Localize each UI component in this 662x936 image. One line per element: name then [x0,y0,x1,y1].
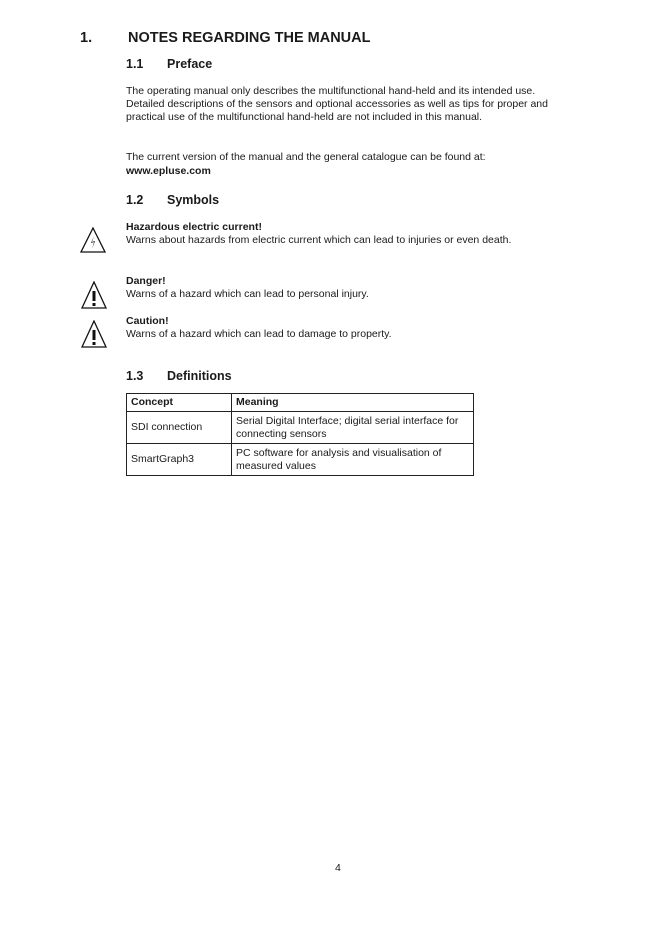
table-cell: Serial Digital Interface; digital serial interface for connecting sensors [232,412,474,444]
electric-hazard-icon [80,227,106,253]
table-header-row [127,394,474,412]
column-header: Meaning [232,394,474,412]
column-header: Concept [127,394,232,412]
table-row [127,444,474,476]
symbol-title: Caution! [126,315,169,327]
subsection-title: Definitions [167,369,232,383]
definitions-table [126,393,474,476]
preface-paragraph [126,85,548,124]
table-cell: SmartGraph3 [127,444,232,476]
table-row [127,412,474,444]
text-line: The operating manual only describes the multifunctional hand-held and its intended use. [126,85,536,97]
subsection-number: 1.3 [126,369,144,383]
symbol-text: Warns of a hazard which can lead to personal injury. [126,288,369,300]
symbol-item [126,275,369,301]
symbol-item [126,221,511,247]
text-line: practical use of the multifunctional hand-held are not included in this manual. [126,111,483,123]
caution-warning-icon [81,320,107,348]
symbol-text: Warns about hazards from electric current which can lead to injuries or even death. [126,234,512,246]
subsection-number: 1.1 [126,57,144,71]
table-cell: PC software for analysis and visualisation of measured values [232,444,474,476]
page-number: 4 [335,862,341,874]
symbol-item [126,315,392,341]
subsection-title: Symbols [167,193,220,207]
symbol-title: Hazardous electric current! [126,221,262,233]
symbol-text: Warns of a hazard which can lead to damage to property. [126,328,392,340]
text-line: Detailed descriptions of the sensors and optional accessories as well as tips for proper and [126,98,548,110]
danger-warning-icon [81,281,107,309]
section-number: 1. [80,30,93,46]
table-cell: SDI connection [127,412,232,444]
subsection-number: 1.2 [126,193,144,207]
symbol-title: Danger! [126,275,166,287]
catalogue-text: The current version of the manual and the general catalogue can be found at: [126,151,486,163]
section-title: NOTES REGARDING THE MANUAL [128,30,371,46]
website-link[interactable]: www.epluse.com [126,165,211,177]
subsection-title: Preface [167,57,213,71]
